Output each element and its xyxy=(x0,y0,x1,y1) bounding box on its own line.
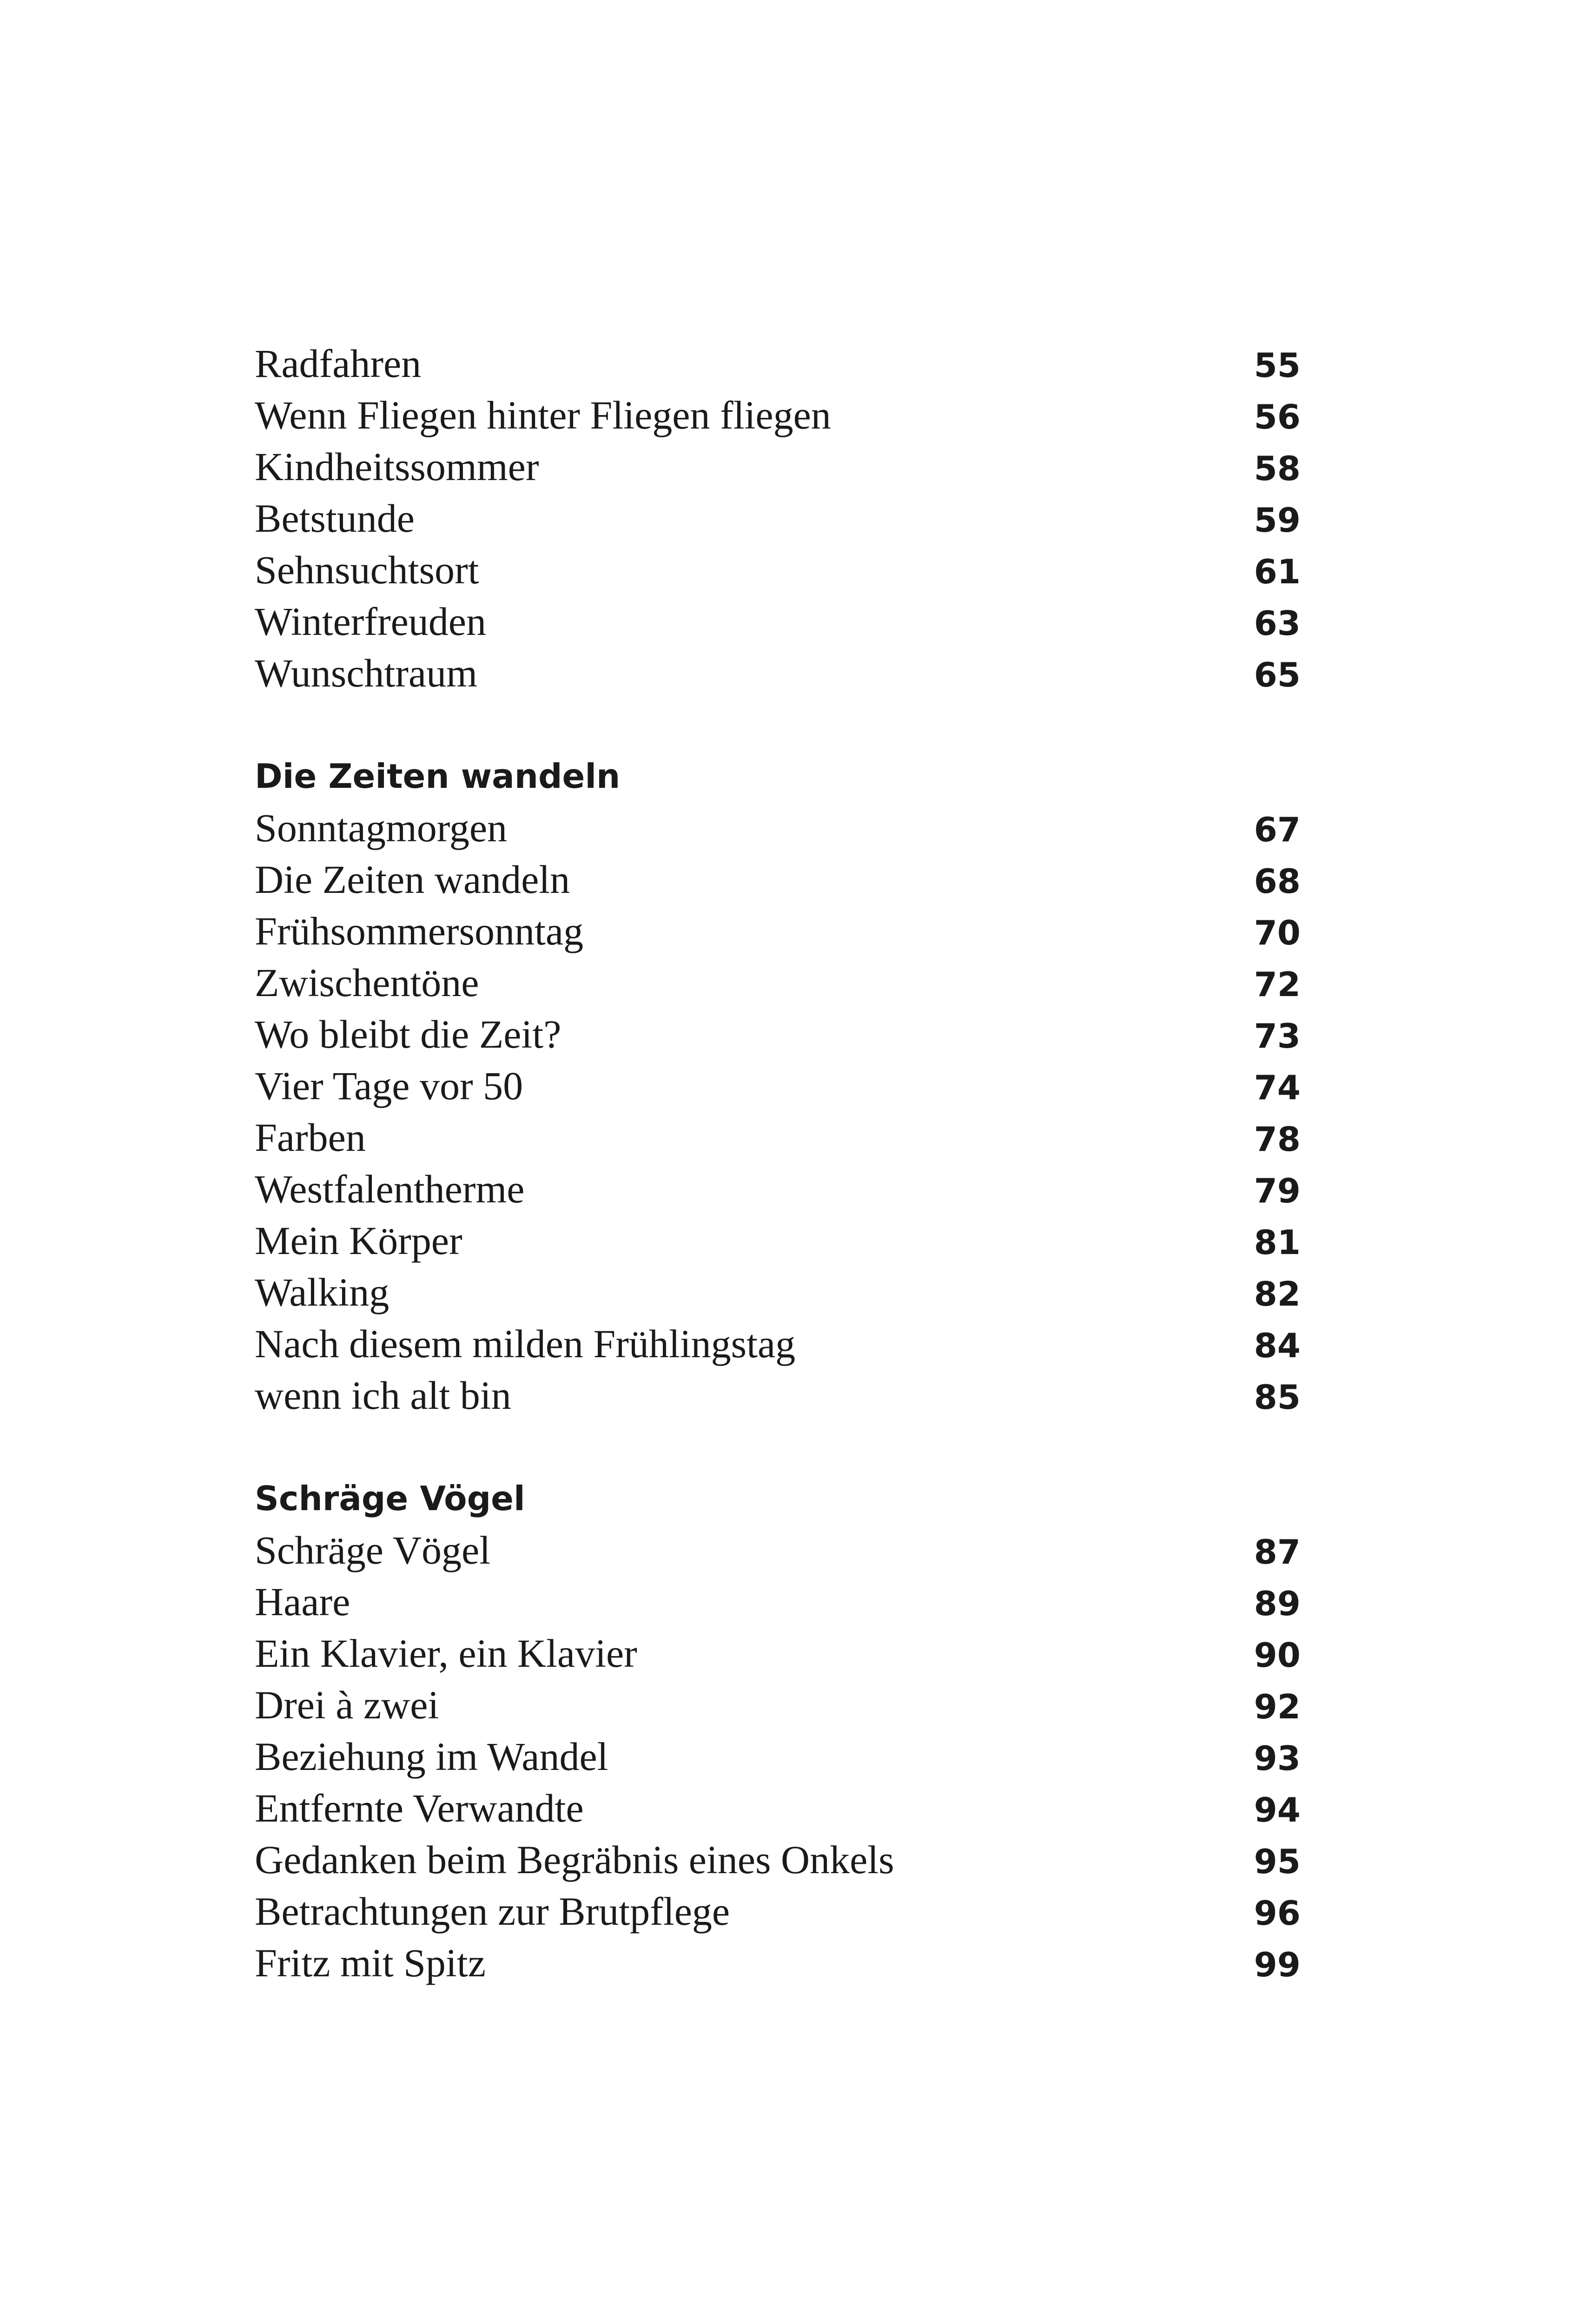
entry-title: Radfahren xyxy=(255,341,422,386)
toc-entry xyxy=(255,544,1301,596)
entry-page-number: 61 xyxy=(1254,552,1301,591)
entry-page-number: 74 xyxy=(1254,1068,1301,1107)
entry-title: Winterfreuden xyxy=(255,599,486,644)
section-heading: Die Zeiten wandeln xyxy=(255,757,621,796)
toc-section xyxy=(255,338,1301,699)
toc-entry xyxy=(255,1215,1301,1267)
entry-title: Sonntagmorgen xyxy=(255,805,508,850)
entry-title: Betstunde xyxy=(255,496,415,541)
toc-entry xyxy=(255,493,1301,544)
toc-entry xyxy=(255,1628,1301,1679)
entry-title: Haare xyxy=(255,1579,350,1624)
section-heading: Schräge Vögel xyxy=(255,1479,525,1518)
entry-page-number: 94 xyxy=(1254,1790,1301,1829)
toc-entry xyxy=(255,1370,1301,1421)
entry-title: Wo bleibt die Zeit? xyxy=(255,1012,561,1056)
entry-title: Wunschtraum xyxy=(255,651,477,695)
toc-entry xyxy=(255,1163,1301,1215)
entry-page-number: 93 xyxy=(1254,1739,1301,1778)
toc-entry xyxy=(255,1267,1301,1318)
toc-entry xyxy=(255,1112,1301,1163)
entry-title: Walking xyxy=(255,1270,390,1314)
entry-title: Betrachtungen zur Brutpflege xyxy=(255,1889,730,1934)
entry-title: Drei à zwei xyxy=(255,1683,439,1727)
toc-entry xyxy=(255,1009,1301,1060)
entry-title: Westfalentherme xyxy=(255,1167,525,1211)
entry-title: Kindheitssommer xyxy=(255,444,539,489)
entry-title: Schräge Vögel xyxy=(255,1528,491,1572)
entry-page-number: 82 xyxy=(1254,1274,1301,1314)
entry-page-number: 92 xyxy=(1254,1687,1301,1726)
toc-entry xyxy=(255,338,1301,390)
entry-page-number: 89 xyxy=(1254,1584,1301,1623)
entry-page-number: 65 xyxy=(1254,655,1301,694)
toc-section xyxy=(255,1473,1301,1989)
toc-entry xyxy=(255,1576,1301,1628)
entry-page-number: 99 xyxy=(1254,1945,1301,1984)
entry-title: Entfernte Verwandte xyxy=(255,1786,584,1830)
toc-entry xyxy=(255,1060,1301,1112)
entry-page-number: 95 xyxy=(1254,1842,1301,1881)
entry-page-number: 96 xyxy=(1254,1894,1301,1933)
entry-page-number: 73 xyxy=(1254,1017,1301,1056)
toc-entry xyxy=(255,1834,1301,1886)
entry-page-number: 87 xyxy=(1254,1532,1301,1571)
entry-title: Sehnsuchtsort xyxy=(255,548,479,592)
entry-page-number: 81 xyxy=(1254,1223,1301,1262)
entry-page-number: 79 xyxy=(1254,1171,1301,1210)
toc-entry xyxy=(255,390,1301,441)
entry-page-number: 55 xyxy=(1254,346,1301,385)
entry-page-number: 78 xyxy=(1254,1120,1301,1159)
toc-entry xyxy=(255,1318,1301,1370)
toc-entry xyxy=(255,1525,1301,1576)
entry-title: Farben xyxy=(255,1115,366,1160)
entry-page-number: 56 xyxy=(1254,397,1301,436)
entry-page-number: 84 xyxy=(1254,1326,1301,1365)
entry-title: Fritz mit Spitz xyxy=(255,1941,486,1985)
toc-entry xyxy=(255,905,1301,957)
entry-title: Gedanken beim Begräbnis eines Onkels xyxy=(255,1837,894,1882)
entry-page-number: 85 xyxy=(1254,1378,1301,1417)
toc-entry xyxy=(255,1731,1301,1783)
entry-title: Frühsommersonntag xyxy=(255,909,584,953)
toc-section xyxy=(255,751,1301,1421)
entry-page-number: 67 xyxy=(1254,810,1301,849)
entry-title: Vier Tage vor 50 xyxy=(255,1063,523,1108)
toc-entry xyxy=(255,1783,1301,1834)
toc-entry xyxy=(255,1886,1301,1937)
toc-entry xyxy=(255,1679,1301,1731)
entry-page-number: 63 xyxy=(1254,604,1301,643)
toc-entry xyxy=(255,854,1301,905)
entry-title: Die Zeiten wandeln xyxy=(255,857,570,902)
toc-entry xyxy=(255,647,1301,699)
entry-title: wenn ich alt bin xyxy=(255,1373,511,1418)
entry-title: Nach diesem milden Frühlingstag xyxy=(255,1321,796,1366)
entry-title: Wenn Fliegen hinter Fliegen fliegen xyxy=(255,393,831,437)
entry-page-number: 72 xyxy=(1254,965,1301,1004)
entry-page-number: 59 xyxy=(1254,501,1301,540)
toc-entry xyxy=(255,441,1301,493)
entry-page-number: 68 xyxy=(1254,862,1301,901)
entry-page-number: 90 xyxy=(1254,1636,1301,1675)
entry-title: Mein Körper xyxy=(255,1218,462,1263)
toc-entry xyxy=(255,596,1301,647)
entry-title: Ein Klavier, ein Klavier xyxy=(255,1631,637,1676)
entry-title: Zwischentöne xyxy=(255,960,479,1005)
table-of-contents xyxy=(255,338,1301,1989)
entry-page-number: 58 xyxy=(1254,449,1301,488)
toc-entry xyxy=(255,957,1301,1009)
entry-page-number: 70 xyxy=(1254,913,1301,952)
entry-title: Beziehung im Wandel xyxy=(255,1734,608,1779)
toc-entry xyxy=(255,802,1301,854)
toc-entry xyxy=(255,1937,1301,1989)
